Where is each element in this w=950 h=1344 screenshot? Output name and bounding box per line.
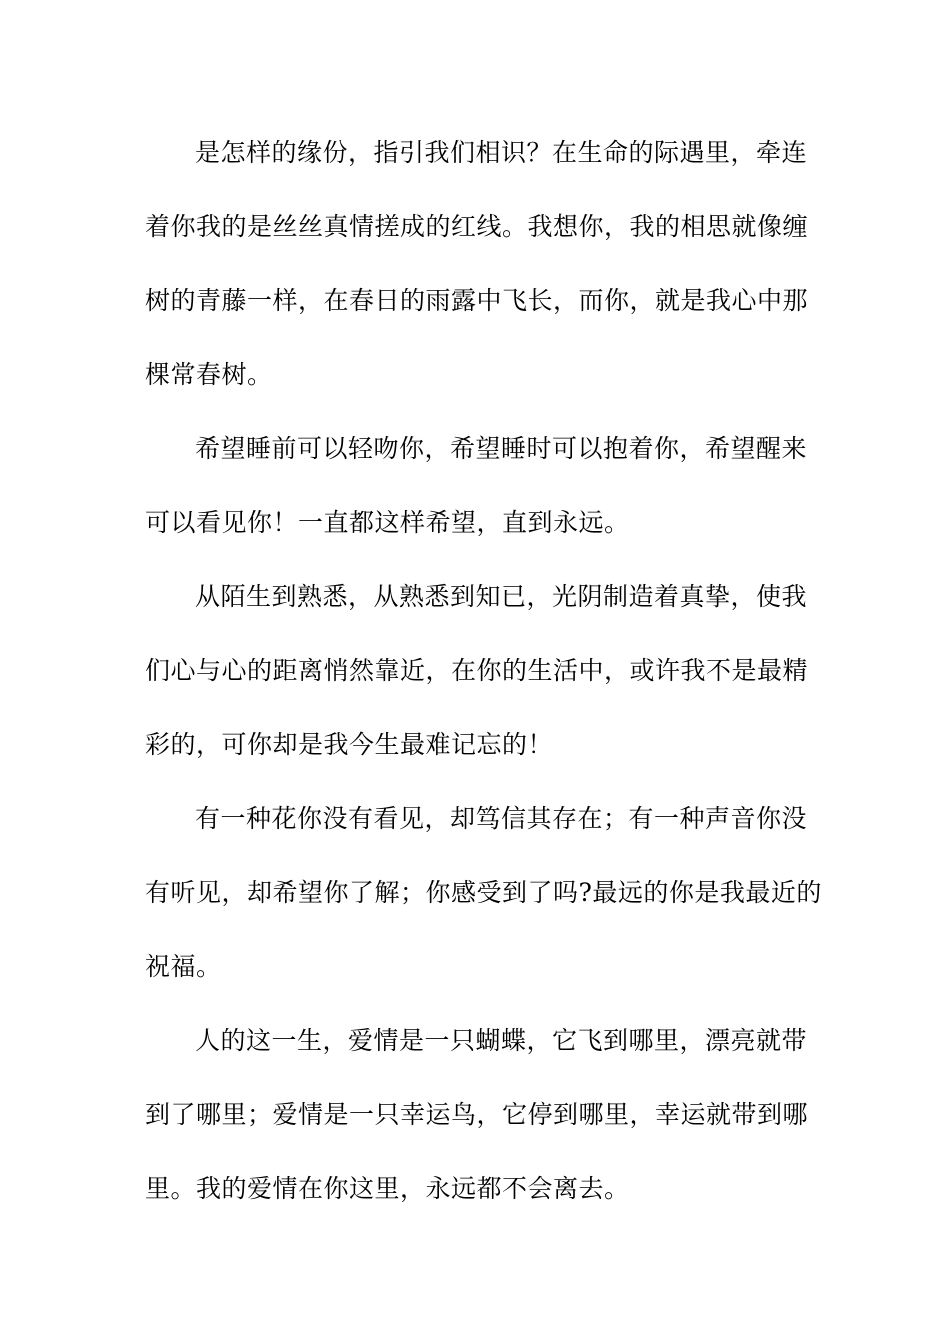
paragraph-4: 有一种花你没有看见，却笃信其存在；有一种声音你没有听见，却希望你了解；你感受到了吗?最远的你是我最近的祝福。 <box>145 804 822 981</box>
paragraph-3: 从陌生到熟悉，从熟悉到知已，光阴制造着真挚，使我们心与心的距离悄然靠近，在你的生活中，或许我不是最精彩的，可你却是我今生最难记忘的！ <box>145 582 809 759</box>
paragraph-2: 希望睡前可以轻吻你，希望睡时可以抱着你，希望醒来可以看见你！一直都这样希望，直到永远。 <box>145 434 808 537</box>
paragraph-5: 人的这一生，爱情是一只蝴蝶，它飞到哪里，漂亮就带到了哪里；爱情是一只幸运鸟，它停到哪里，幸运就带到哪里。我的爱情在你这里，永远都不会离去。 <box>145 1026 809 1203</box>
paragraph-1: 是怎样的缘份，指引我们相识？在生命的际遇里，牵连着你我的是丝丝真情搓成的红线。我想你，我的相思就像缠树的青藤一样，在春日的雨露中飞长，而你，就是我心中那棵常春树。 <box>145 138 809 389</box>
document-body <box>145 116 825 1226</box>
